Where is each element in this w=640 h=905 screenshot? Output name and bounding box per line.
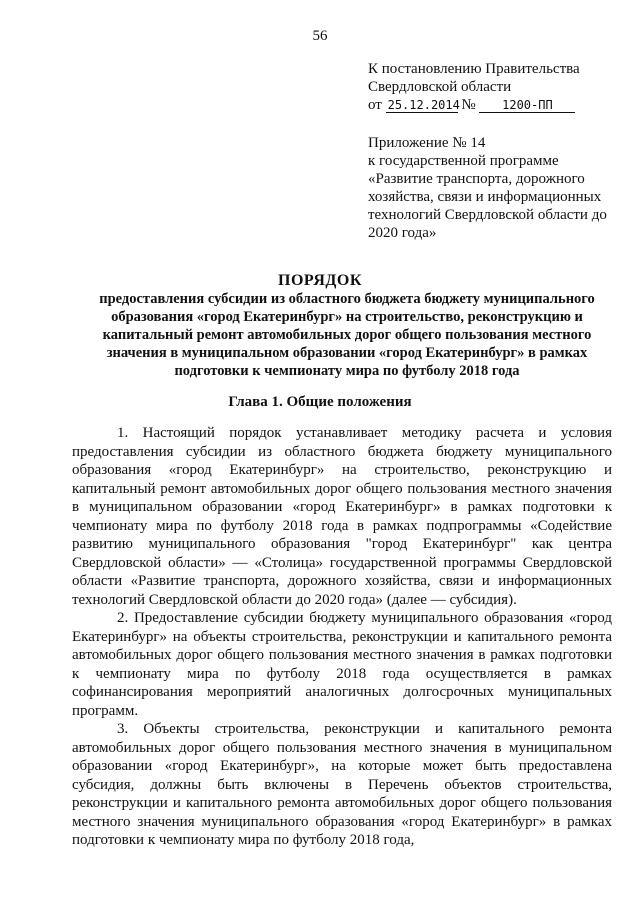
- appendix-line-1: Приложение № 14: [368, 135, 486, 151]
- appendix-line-6: 2020 года»: [368, 225, 437, 241]
- appendix-line-3: «Развитие транспорта, дорожного: [368, 171, 585, 187]
- decree-number: 1200-ПП: [479, 98, 575, 113]
- appendix-line-5: технологий Свердловской области до: [368, 207, 607, 223]
- decree-date: 25.12.2014: [387, 98, 460, 112]
- appendix-line-4: хозяйства, связи и информационных: [368, 189, 602, 205]
- paragraph-2: 2. Предоставление субсидии бюджету муниципального образования «город Екатеринбург» на объекты строительства, реконструкции и капитального ремонта автомобильных дорог общего пользования местного значения в рамках подготовки к чемпионату мира по футболу 2018 года осуществляется в рамках софинансирования мероприятий аналогичных долгосрочных муниципальных программ.: [72, 610, 612, 719]
- number-prefix: №: [461, 97, 476, 113]
- decree-line-1: К постановлению Правительства: [368, 61, 580, 77]
- paragraph-3: 3. Объекты строительства, реконструкции и капитального ремонта автомобильных дорог общего пользования местного значения в муниципальном образовании «город Екатеринбург», на которые может быть предоставлена субсидия, должны быть включены в Перечень объектов строительства, реконструкции и капитального ремонта автомобильных дорог общего пользования местного значения муниципального образования «город Екатеринбург» в рамках подготовки к чемпионату мира по футболу 2018 года,: [72, 721, 612, 848]
- appendix-line-2: к государственной программе: [368, 153, 559, 169]
- date-prefix: от: [368, 97, 382, 113]
- decree-line-2: Свердловской области: [368, 79, 512, 95]
- page-number: 56: [312, 28, 328, 44]
- document-subtitle: предоставления субсидии из областного бюджета бюджету муниципального образования «город Екатеринбург» на строительство, реконструкцию и капитальный ремонт автомобильных дорог общего пользования местного значения в муниципальном образовании «город Екатеринбург» в рамках подготовки к чемпионату мира по футболу 2018 года: [99, 291, 595, 379]
- document-title: ПОРЯДОК: [278, 272, 362, 289]
- appendix-reference: [368, 134, 618, 242]
- decree-date-line: [368, 96, 618, 114]
- decree-reference: [368, 60, 618, 114]
- paragraph-1: 1. Настоящий порядок устанавливает методику расчета и условия предоставления субсидии из областного бюджета бюджету муниципального образования «город Екатеринбург» на строительство, реконструкцию и капитальный ремонт автомобильных дорог общего пользования местного значения в муниципальном образовании «город Екатеринбург» в рамках подготовки к чемпионату мира по футболу 2018 года в рамках подпрограммы «Содействие развитию муниципального образования "город Екатеринбург" как центра Свердловской области» — «Столица» государственной программы Свердловской области «Развитие транспорта, дорожного хозяйства, связи и информационных технологий Свердловской области до 2020 года» (далее — субсидия).: [72, 425, 612, 608]
- chapter-heading: Глава 1. Общие положения: [228, 394, 412, 410]
- document-body: [72, 424, 612, 850]
